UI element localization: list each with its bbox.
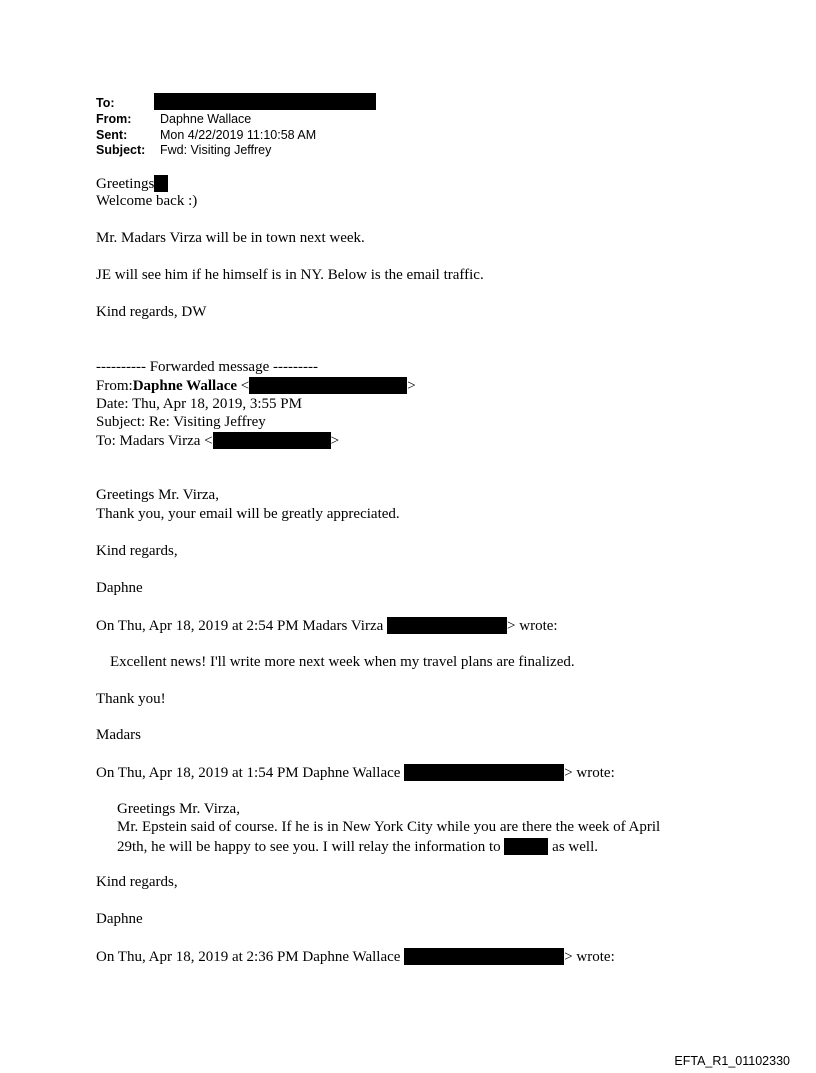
- quote-header-2-suffix: > wrote:: [564, 765, 615, 781]
- quote-2-line-1: Mr. Epstein said of course. If he is in New York City while you are there the week of April: [117, 819, 661, 835]
- redacted-email: [404, 764, 564, 781]
- quote-2-signature: Daphne: [96, 911, 143, 927]
- to-label: To:: [96, 96, 115, 110]
- reply-signature: Daphne: [96, 580, 143, 596]
- from-label: From:: [96, 112, 132, 126]
- document-id: EFTA_R1_01102330: [674, 1054, 790, 1068]
- quote-header-3: [96, 948, 615, 966]
- reply-regards: Kind regards,: [96, 543, 178, 559]
- forwarded-to-prefix: To: Madars Virza: [96, 433, 205, 449]
- forwarded-from-gt: >: [407, 378, 416, 394]
- quote-header-2: [96, 764, 615, 782]
- quote-2-line-2-suffix: as well.: [548, 839, 598, 855]
- forwarded-to-line: [96, 432, 339, 450]
- quote-header-3-prefix: On Thu, Apr 18, 2019 at 2:36 PM Daphne Wallace: [96, 949, 405, 965]
- redacted-email: [404, 948, 564, 965]
- forwarded-subject-line: Subject: Re: Visiting Jeffrey: [96, 414, 266, 430]
- forwarded-date-line: Date: Thu, Apr 18, 2019, 3:55 PM: [96, 396, 302, 412]
- body-signoff: Kind regards, DW: [96, 304, 207, 320]
- redacted-email: [213, 432, 331, 449]
- forwarded-from-name: Daphne Wallace: [132, 378, 238, 394]
- sent-value: Mon 4/22/2019 11:10:58 AM: [160, 128, 317, 142]
- quote-2-line-2-prefix: 29th, he will be happy to see you. I will relay the information to: [117, 839, 505, 855]
- forwarded-from-lt: <: [240, 378, 250, 394]
- redacted-name: [504, 838, 548, 855]
- forwarded-from-prefix: From:: [96, 378, 133, 394]
- reply-line: Thank you, your email will be greatly appreciated.: [96, 506, 400, 522]
- quote-header-1-suffix: > wrote:: [507, 618, 558, 634]
- forwarded-to-gt: >: [330, 433, 340, 449]
- redacted-to-address: [154, 93, 376, 110]
- reply-greeting: Greetings Mr. Virza,: [96, 487, 219, 503]
- quote-header-1-prefix: On Thu, Apr 18, 2019 at 2:54 PM Madars Virza: [96, 618, 388, 634]
- quote-header-2-prefix: On Thu, Apr 18, 2019 at 1:54 PM Daphne Wallace: [96, 765, 405, 781]
- quote-header-3-suffix: > wrote:: [564, 949, 615, 965]
- quote-2-regards: Kind regards,: [96, 874, 178, 890]
- quote-1-signature: Madars: [96, 727, 141, 743]
- from-value: Daphne Wallace: [160, 112, 252, 126]
- forwarded-to-lt: <: [204, 433, 213, 449]
- body-paragraph-1: Mr. Madars Virza will be in town next week.: [96, 230, 365, 246]
- sent-label: Sent:: [96, 128, 128, 142]
- redacted-name: [154, 175, 168, 192]
- subject-value: Fwd: Visiting Jeffrey: [160, 143, 272, 157]
- quote-2-line-2: [117, 838, 598, 856]
- quote-header-1: [96, 617, 558, 635]
- forwarded-from-line: [96, 377, 416, 395]
- quote-2-greeting: Greetings Mr. Virza,: [117, 801, 240, 817]
- quote-1-text: Excellent news! I'll write more next week when my travel plans are finalized.: [110, 654, 575, 670]
- quote-1-thanks: Thank you!: [96, 691, 166, 707]
- greeting-text: Greetings: [96, 176, 155, 192]
- body-welcome: Welcome back :): [96, 193, 198, 209]
- body-greeting: [96, 175, 168, 193]
- body-paragraph-2: JE will see him if he himself is in NY. Below is the email traffic.: [96, 267, 484, 283]
- subject-label: Subject:: [96, 143, 146, 157]
- redacted-email: [249, 377, 407, 394]
- redacted-email: [387, 617, 507, 634]
- forwarded-banner: ---------- Forwarded message ---------: [96, 359, 318, 375]
